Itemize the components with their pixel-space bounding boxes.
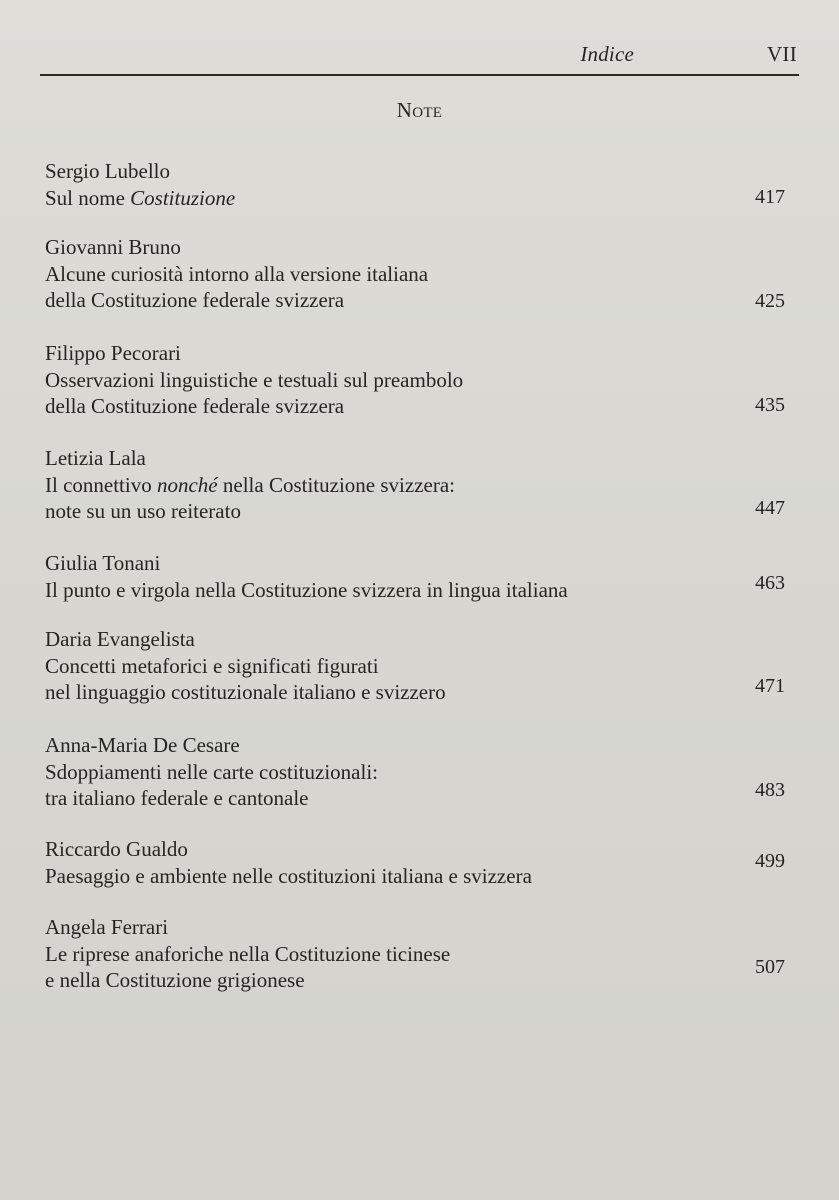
toc-title-text: nella Costituzione svizzera: [217, 472, 455, 497]
toc-title [45, 472, 785, 499]
toc-entry-bruno [45, 234, 785, 314]
toc-author: Giovanni Bruno [45, 235, 181, 259]
toc-title: Paesaggio e ambiente nelle costituzioni italiana e svizzera [45, 863, 532, 888]
toc-page-number: 435 [755, 394, 785, 416]
toc-entry-pecorari [45, 340, 785, 420]
toc-author: Giulia Tonani [45, 551, 161, 575]
toc-title: nel linguaggio costituzionale italiano e svizzero [45, 680, 446, 704]
toc-page-number: 471 [755, 675, 785, 697]
toc-entry-lala [45, 445, 785, 525]
toc-author: Filippo Pecorari [45, 341, 181, 365]
toc-author: Riccardo Gualdo [45, 837, 188, 861]
toc-title: tra italiano federale e cantonale [45, 786, 309, 810]
toc-title: della Costituzione federale svizzera [45, 394, 345, 418]
toc-title [45, 185, 785, 212]
toc-title-emphasis: Costituzione [130, 185, 236, 210]
toc-author: Sergio Lubello [45, 159, 171, 183]
toc-title: della Costituzione federale svizzera [45, 288, 345, 312]
toc-entry-gualdo [45, 836, 785, 889]
toc-author: Anna-Maria De Cesare [45, 733, 240, 757]
toc-title: Concetti metaforici e significati figurati [45, 653, 379, 678]
running-title: Indice [580, 42, 634, 66]
toc-author: Daria Evangelista [45, 627, 195, 651]
toc-page-number: 417 [755, 186, 785, 208]
toc-entry-lubello [45, 158, 785, 211]
toc-title: Sdoppiamenti nelle carte costituzionali: [45, 759, 378, 784]
toc-title: Osservazioni linguistiche e testuali sul preambolo [45, 367, 464, 392]
page-number: VII [766, 42, 797, 66]
toc-title: e nella Costituzione grigionese [45, 968, 305, 992]
toc-author: Letizia Lala [45, 446, 146, 470]
toc-title: Il punto e virgola nella Costituzione svizzera in lingua italiana [45, 577, 568, 602]
toc-page-number: 425 [755, 290, 785, 312]
toc-entry-de-cesare [45, 732, 785, 812]
toc-entry-evangelista [45, 626, 785, 706]
running-header [40, 38, 799, 76]
toc-title: note su un uso reiterato [45, 499, 241, 523]
toc-title: Alcune curiosità intorno alla versione italiana [45, 261, 429, 286]
section-title: Note [396, 98, 443, 122]
toc-page-number: 507 [755, 956, 785, 978]
toc-title-text: Sul nome [45, 185, 131, 210]
toc-page-number: 499 [755, 850, 785, 872]
toc-title: Le riprese anaforiche nella Costituzione ticinese [45, 941, 451, 966]
toc-title-emphasis: nonché [156, 472, 218, 497]
toc-page-number: 447 [755, 497, 785, 519]
toc-page-number: 483 [755, 779, 785, 801]
toc-entry-ferrari [45, 914, 785, 994]
toc-author: Angela Ferrari [45, 915, 169, 939]
toc-page-number: 463 [755, 572, 785, 594]
toc-entry-tonani [45, 550, 785, 603]
toc-title-text: Il connettivo [45, 472, 157, 497]
